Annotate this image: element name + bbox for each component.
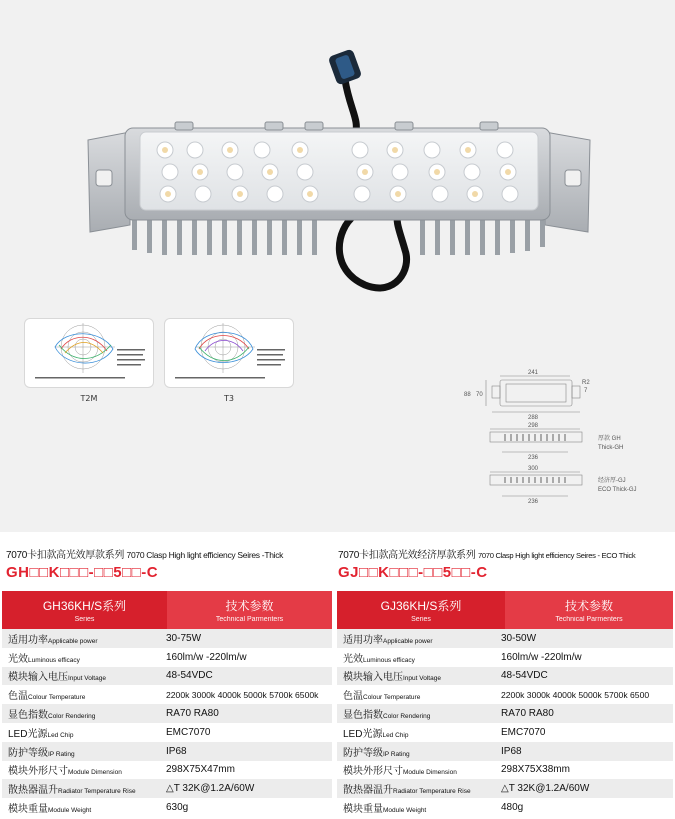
spec-key-en: Luminous efficacy [28, 656, 80, 664]
spec-key-cell [337, 744, 497, 759]
spec-row [337, 685, 673, 704]
gh-spec-header [2, 591, 332, 629]
spec-header-cell [167, 591, 332, 629]
spec-value: 30-75W [166, 632, 202, 644]
spec-key: 模块外形尺寸 [343, 766, 403, 778]
spec-value: 2200k 3000k 4000k 5000k 5700k 6500 [501, 689, 650, 700]
spec-key-cell [2, 781, 162, 796]
t2m-polar-diagram [24, 318, 154, 388]
spec-key: 显色指数 [343, 710, 383, 722]
spec-key-cell [337, 762, 497, 777]
gj-model-code: GJ□□K□□□-□□5□□-C [338, 564, 488, 581]
spec-key-en: Colour Temperature [363, 694, 421, 702]
spec-key-cell [337, 631, 497, 646]
spec-key-cell [337, 781, 497, 796]
gh-param-en: Technical Parmenters [215, 616, 284, 623]
spec-value: 2200k 3000k 4000k 5000k 5700k 6500k [166, 689, 319, 700]
gh-param-title: 技术参数 [225, 599, 274, 613]
spec-key-cell [2, 725, 162, 740]
spec-row [337, 779, 673, 798]
spec-row [2, 648, 332, 667]
spec-key-en: Color Rendering [383, 713, 431, 721]
spec-key-en: Led Chip [382, 731, 409, 739]
gj-series-name: GJ36KH/S系列 [380, 599, 462, 613]
spec-key-en: Led Chip [47, 731, 74, 739]
spec-value: RA70 RA80 [501, 708, 554, 720]
spec-key-en: IP Rating [48, 750, 75, 758]
spec-key: 光效 [343, 653, 363, 665]
spec-row [337, 742, 673, 761]
spec-key-en: Input Voltage [68, 675, 106, 683]
spec-key-cell [2, 668, 162, 683]
spec-value: △T 32K@1.2A/60W [166, 783, 255, 795]
spec-key: 色温 [343, 691, 363, 703]
gh-series-en: Series [74, 616, 95, 623]
spec-key-en: Luminous efficacy [363, 656, 415, 664]
spec-row [2, 685, 332, 704]
gh-model-code: GH□□K□□□-□□5□□-C [6, 564, 159, 581]
spec-key-cell [337, 800, 497, 815]
spec-value: IP68 [166, 745, 187, 757]
spec-value: 160lm/w -220lm/w [166, 651, 247, 663]
spec-value: 298X75X47mm [166, 764, 235, 776]
spec-key-en: Module Weight [48, 807, 92, 815]
spec-key: LED光源 [8, 728, 48, 740]
spec-key-en: Module Dimension [403, 769, 457, 777]
gj-label-cn: 经济厚-GJ [598, 478, 626, 484]
spec-value: RA70 RA80 [166, 708, 219, 720]
spec-header-cell [505, 591, 673, 629]
spec-row [337, 723, 673, 742]
spec-value: 480g [501, 802, 524, 814]
gh-title-en: 7070 Clasp High light efficiency Seires -Thick [126, 550, 284, 560]
gj-series-title [338, 546, 635, 561]
spec-value: 30-50W [501, 632, 537, 644]
spec-row [2, 723, 332, 742]
spec-key: 模块外形尺寸 [8, 766, 68, 778]
spec-key: 适用功率 [343, 634, 383, 646]
dim-height-a: 70 [476, 392, 483, 398]
spec-key-en: Module Weight [383, 807, 427, 815]
spec-row [2, 667, 332, 686]
dim-gj-inner: 236 [528, 499, 539, 505]
spec-key-en: Applicable power [383, 637, 433, 645]
gh-label-en: Thick-GH [598, 445, 624, 451]
dim-top-width: 241 [528, 370, 539, 376]
spec-key-en: Color Rendering [48, 713, 96, 721]
dim-gj-width: 300 [528, 466, 539, 472]
spec-key-en: Colour Temperature [28, 694, 86, 702]
spec-key-cell [337, 650, 497, 665]
spec-value: 630g [166, 802, 189, 814]
spec-key-cell [337, 706, 497, 721]
led-module-photo [0, 0, 675, 310]
spec-key-en: IP Rating [383, 750, 410, 758]
gh-series-name: GH36KH/S系列 [42, 599, 127, 613]
gh-series-title [6, 546, 283, 561]
spec-key-cell [2, 706, 162, 721]
spec-row [337, 704, 673, 723]
spec-key-en: Module Dimension [68, 769, 122, 777]
spec-row [337, 648, 673, 667]
gj-title-cn: 7070卡扣款高光效经济厚款系列 [338, 550, 476, 561]
dim-right-a: R2 [582, 380, 590, 386]
dim-gh-width: 298 [528, 423, 539, 429]
gj-series-en: Series [411, 616, 431, 623]
gj-spec-body [337, 629, 673, 817]
spec-value: EMC7070 [501, 726, 546, 738]
spec-row [337, 629, 673, 648]
gj-spec-table [337, 591, 673, 817]
spec-key: 色温 [8, 691, 28, 703]
gj-param-title: 技术参数 [564, 599, 613, 613]
spec-key-en: Radiator Temperature Rise [58, 788, 136, 796]
spec-row [2, 704, 332, 723]
spec-key: 模块重量 [8, 804, 48, 816]
spec-header-cell [2, 591, 167, 629]
spec-value: EMC7070 [166, 726, 211, 738]
spec-key: 散热器温升 [8, 785, 58, 797]
spec-key-cell [2, 650, 162, 665]
spec-header-cell [337, 591, 505, 629]
spec-key: 显色指数 [8, 710, 48, 722]
spec-key-en: Input Voltage [403, 675, 441, 683]
spec-row [2, 798, 332, 817]
gh-spec-table [2, 591, 332, 817]
gj-title-en: 7070 Clasp High light efficiency Seires - ECO Thick [477, 551, 636, 560]
spec-row [337, 761, 673, 780]
spec-row [337, 667, 673, 686]
spec-key-cell [2, 800, 162, 815]
dim-right-b: 7 [584, 388, 588, 394]
spec-value: 48-54VDC [501, 670, 548, 682]
spec-key: 模块输入电压 [8, 672, 68, 684]
spec-key: 模块输入电压 [343, 672, 403, 684]
spec-key-cell [337, 687, 497, 702]
gh-title-cn: 7070卡扣款高光效厚款系列 [6, 550, 125, 561]
spec-key-en: Applicable power [48, 637, 98, 645]
spec-value: 48-54VDC [166, 670, 213, 682]
spec-key-cell [2, 687, 162, 702]
spec-key-cell [337, 725, 497, 740]
spec-row [2, 761, 332, 780]
spec-key: 防护等级 [343, 747, 383, 759]
spec-key: 模块重量 [343, 804, 383, 816]
spec-value: 298X75X38mm [501, 764, 570, 776]
dim-top-outer: 288 [528, 415, 539, 421]
spec-value: 160lm/w -220lm/w [501, 651, 582, 663]
spec-key: 防护等级 [8, 747, 48, 759]
spec-row [2, 779, 332, 798]
dim-gh-inner: 236 [528, 455, 539, 461]
spec-key: 适用功率 [8, 634, 48, 646]
gj-spec-header [337, 591, 673, 629]
spec-key-en: Radiator Temperature Rise [393, 788, 471, 796]
spec-key-cell [337, 668, 497, 683]
gh-label-cn: 厚款 GH [598, 436, 621, 442]
gj-label-en: ECO Thick-GJ [598, 487, 637, 493]
dimension-drawings [462, 366, 652, 516]
spec-row [337, 798, 673, 817]
spec-key: 光效 [8, 653, 28, 665]
spec-key-cell [2, 744, 162, 759]
spec-key: 散热器温升 [343, 785, 393, 797]
spec-key-cell [2, 762, 162, 777]
t3-polar-diagram [164, 318, 294, 388]
t3-label: T3 [224, 394, 234, 403]
spec-key: LED光源 [343, 728, 383, 740]
t2m-label: T2M [80, 394, 98, 403]
spec-row [2, 629, 332, 648]
spec-key-cell [2, 631, 162, 646]
gh-spec-body [2, 629, 332, 817]
spec-value: IP68 [501, 745, 522, 757]
spec-row [2, 742, 332, 761]
dim-height-b: 88 [464, 392, 471, 398]
spec-value: △T 32K@1.2A/60W [501, 783, 590, 795]
gj-param-en: Technical Parmenters [555, 616, 623, 623]
